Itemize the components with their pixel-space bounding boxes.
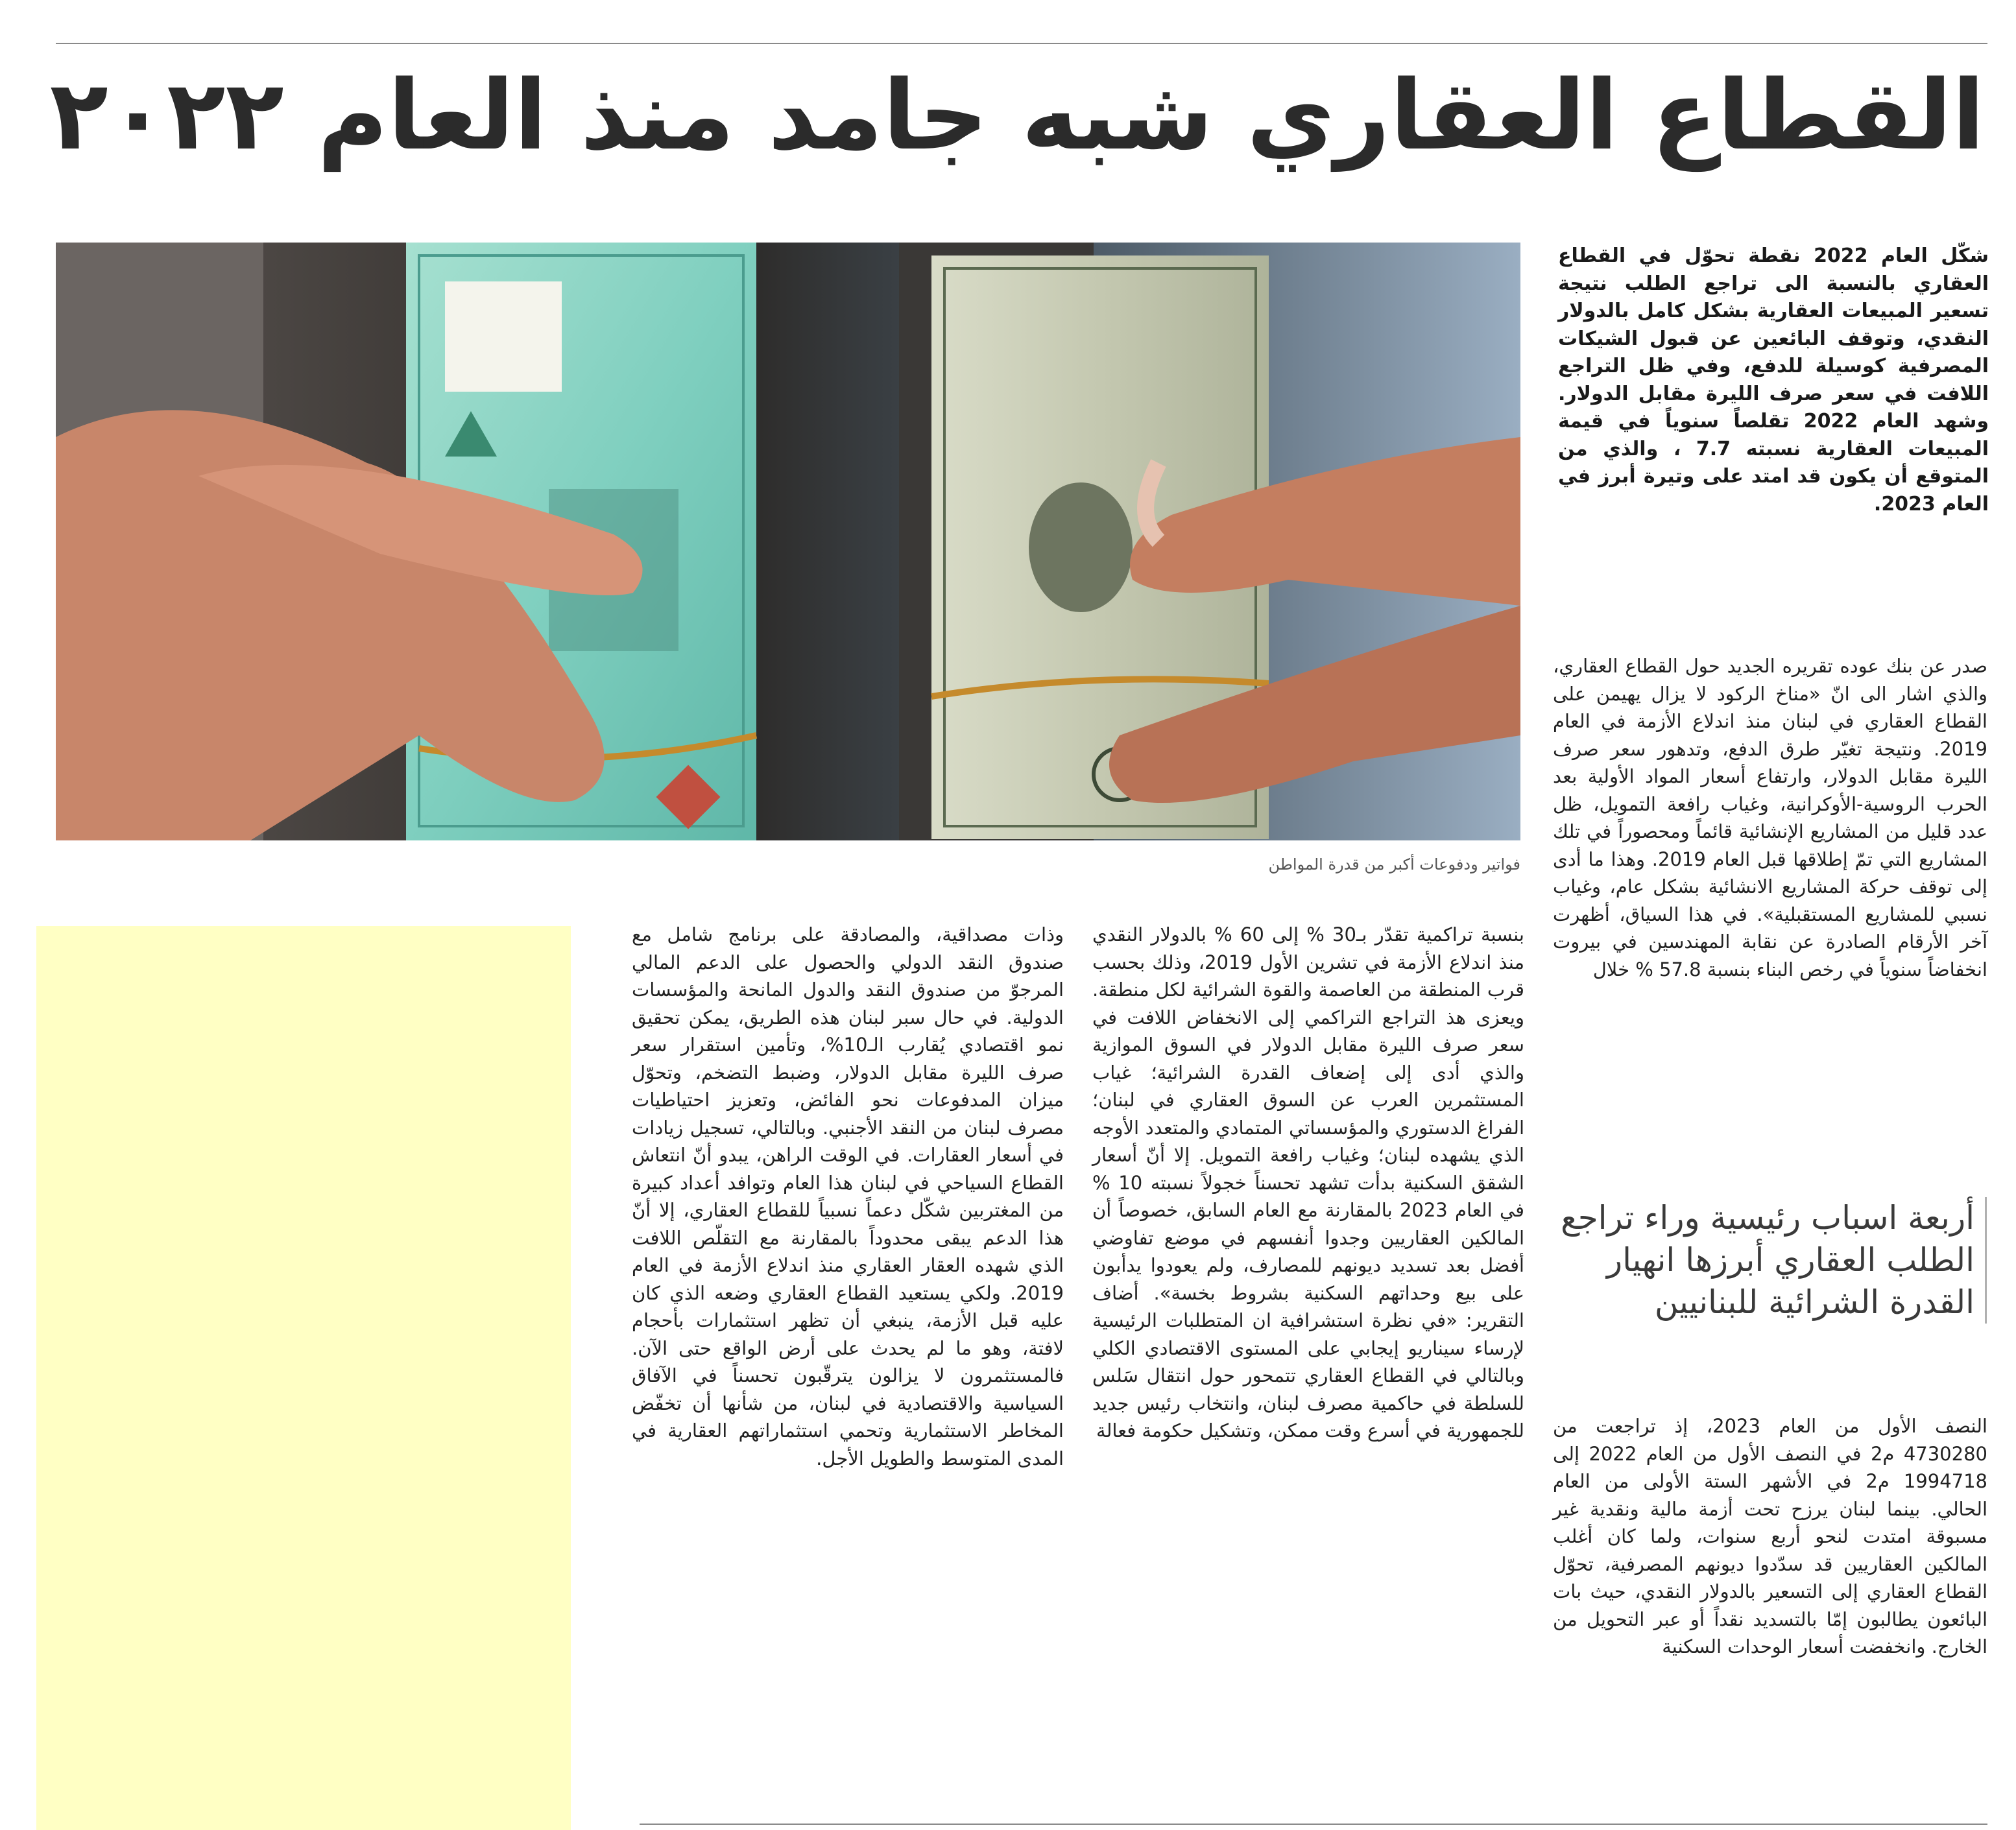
body-column-left: وذات مصداقية، والمصادقة على برنامج شامل مع صندوق النقد الدولي والحصول على الدعم المالي المرجوّ من صندوق النقد والدول المانحة والمؤسسات الدولية. في حال سبر لبنان هذه الطريق، يمكن تحقيق نمو اقتصادي يُقارب الـ10%، وتأمين استقرار سعر صرف الليرة مقابل الدولار، وضبط التضخم، وتحوّل ميزان المدفوعات نحو الفائض، وتعزيز احتياطيات مصرف لبنان من النقد الأجنبي. وبالتالي، تسجيل زيادات في أسعار العقارات. في الوقت الراهن، يبدو أنّ انتعاش القطاع السياحي في لبنان هذا العام وتوافد أعداد كبيرة من المغتربين شكّل دعماً نسبياً للقطاع العقاري، إلا أنّ هذا الدعم يبقى محدوداً بالمقارنة مع التقلّص اللافت الذي شهده العقار العقاري منذ اندلاع الأزمة في العام 2019. ولكي يستعيد القطاع العقاري وضعه الذي كان عليه قبل الأزمة، ينبغي أن تظهر استثمارات بأحجام لافتة، وهو ما لم يحدث على أرض الواقع حتى الآن. فالمستثمرون لا يزالون يترقّبون تحسناً في الآفاق السياسية والاقتصادية في لبنان، من شأنها أن تخفّض المخاطر الاستثمارية وتحمي استثماراتهم العقارية في المدى المتوسط والطويل الأجل. xyxy=(632,923,1064,1469)
article-photo xyxy=(56,243,1520,840)
photo-caption: فواتير ودفوعات أكبر من قدرة المواطن xyxy=(1268,855,1520,873)
top-rule xyxy=(56,43,1987,44)
bottom-rule xyxy=(640,1824,1987,1825)
body-column-right-top: صدر عن بنك عوده تقريره الجديد حول القطاع العقاري، والذي اشار الى انّ «مناخ الركود لا يزال يهيمن على القطاع العقاري في لبنان منذ اندلاع الأزمة في العام 2019. ونتيجة تغيّر طرق الدفع، وتدهور سعر صرف الليرة مقابل الدولار، وارتفاع أسعار المواد الأولية بعد الحرب الروسية-الأوكرانية، وغياب رافعة التمويل، ظل عدد قليل من المشاريع الإنشائية قائماً ومحصوراً في تلك المشاريع التي تمّ إطلاقها قبل العام 2019. وهذا ما أدى إلى توقف حركة المشاريع الانشائية بشكل عام، وغياب نسبي للمشاريع المستقبلية». في هذا السياق، أظهرت آخر الأرقام الصادرة عن نقابة المهندسين في بيروت انخفاضاً سنوياً في رخص البناء بنسبة 57.8 % خلال xyxy=(1553,655,1987,980)
headline: القطاع العقاري شبه جامد منذ العام ٢٠٢٢ xyxy=(49,60,1985,171)
body-column-right-bottom: النصف الأول من العام 2023، إذ تراجعت من 4730280 م2 في النصف الأول من العام 2022 إلى 1994718 م2 في الأشهر الستة الأولى من العام الحالي. بينما لبنان يرزح تحت أزمة مالية ونقدية غير مسبوقة امتدت لنحو أربع سنوات، ولما كان أغلب المالكين العقاريين قد سدّدوا ديونهم المصرفية، تحوّل القطاع العقاري إلى التسعير بالدولار النقدي، حيث بات البائعون يطالبون إمّا بالتسديد نقداً أو عبر التحويل من الخارج. وانخفضت أسعار الوحدات السكنية xyxy=(1553,1415,1987,1658)
photo-lira-and-dollar-bundles xyxy=(56,243,1520,840)
lead-paragraph: شكّل العام 2022 نقطة تحوّل في القطاع العقاري بالنسبة الى تراجع الطلب نتيجة تسعير المبيعات العقارية بشكل كامل بالدولار النقدي، وتوقف البائعين عن قبول الشيكات المصرفية كوسيلة للدفع، وفي ظل التراجع اللافت في سعر صرف الليرة مقابل الدولار. وشهد العام 2022 تقلصاً سنوياً في قيمة المبيعات العقارية نسبته 7.7 ، والذي من المتوقع أن يكون قد امتد على وتيرة أبرز في العام 2023. xyxy=(1558,244,1989,516)
pull-quote: أربعة اسباب رئيسية وراء تراجع الطلب العقاري أبرزها انهيار القدرة الشرائية للبنانيين xyxy=(1553,1197,1987,1324)
advertisement-box xyxy=(36,926,571,1830)
body-column-middle: بنسبة تراكمية تقدّر بـ30 % إلى 60 % بالدولار النقدي منذ اندلاع الأزمة في تشرين الأول 2019، وذلك بحسب قرب المنطقة من العاصمة والقوة الشرائية لكل منطقة. ويعزى هذ التراجع التراكمي إلى الانخفاض اللافت في سعر صرف الليرة مقابل الدولار في السوق الموازية والذي أدى إلى إضعاف القدرة الشرائية؛ غياب المستثمرين العرب عن السوق العقاري في لبنان؛ الفراغ الدستوري والمؤسساتي المتمادي والمتعدد الأوجه الذي يشهده لبنان؛ وغياب رافعة التمويل. إلا أنّ أسعار الشقق السكنية بدأت تشهد تحسناً خجولاً نسبته 10 % في العام 2023 بالمقارنة مع العام السابق، خصوصاً أن المالكين العقاريين وجدوا أنفسهم في موضع تفاوضي أفضل بعد تسديد ديونهم للمصارف، ولم يعودوا يدأبون على بيع وحداتهم السكنية بشروط بخسة». أضاف التقرير: «في نظرة استشرافية ان المتطلبات الرئيسية لإرساء سيناريو إيجابي على المستوى الاقتصادي الكلي وبالتالي في القطاع العقاري تتمحور حول انتقال سَلس للسلطة في حاكمية مصرف لبنان، وانتخاب رئيس جديد للجمهورية في أسرع وقت ممكن، وتشكيل حكومة فعالة xyxy=(1092,923,1525,1442)
